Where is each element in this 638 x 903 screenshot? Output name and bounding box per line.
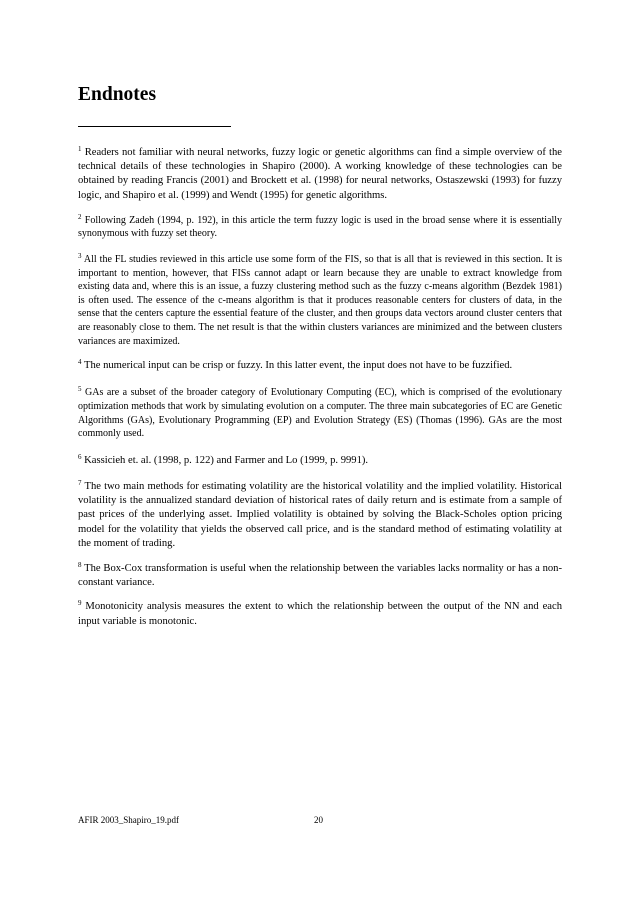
endnote-number: 7 <box>78 478 82 487</box>
endnote-text: Following Zadeh (1994, p. 192), in this article the term fuzzy logic is used in the broad sense where it is essentially synonymous with fuzzy set theory. <box>78 214 562 240</box>
endnote-text: The Box-Cox transformation is useful when the relationship between the variables lacks normality or has a non-constant variance. <box>78 562 562 589</box>
footer-filename: AFIR 2003_Shapiro_19.pdf <box>78 815 179 825</box>
endnote-5 <box>78 386 562 440</box>
endnote-number: 8 <box>78 560 82 569</box>
endnote-9 <box>78 600 562 628</box>
endnote-text: All the FL studies reviewed in this article use some form of the FIS, so that is all that is reviewed in this section. It is important to mention, however, that FISs cannot adapt or learn because they are unable to extract knowledge from existing data and, where this is an issue, a fuzzy clustering method such as the fuzzy c-means algorithm (Bezdek 1981) is often used. The essence of the c-means algorithm is that it produces reasonable centers for clusters of data, in the sense that the centers capture the essential feature of the cluster, and then groups data vectors around cluster centers that are reasonably close to them. The net result is that the within clusters variances are minimized and the between clusters variances are maximized. <box>78 254 562 347</box>
endnote-number: 5 <box>78 385 82 394</box>
endnote-number: 2 <box>78 212 82 221</box>
endnote-3 <box>78 253 562 348</box>
endnote-text: The two main methods for estimating volatility are the historical volatility and the implied volatility. Historical volatility is the annualized standard deviation of historical rates of daily return and is estimate from a sample of past prices of the underlying asset. Implied volatility is obtained by solving the Black-Scholes option pricing model for the volatility that yields the observed call price, and is the standard method of estimating volatility at the moment of trading. <box>78 480 562 549</box>
endnote-text: Readers not familiar with neural networks, fuzzy logic or genetic algorithms can find a simple overview of the technical details of these technologies in Shapiro (2000). A working knowledge of these technologies can be obtained by reading Francis (2001) and Brockett et al. (1998) for neural networks, Ostaszewski (1993) for fuzzy logic, and Shapiro et al. (1999) and Wendt (1995) for genetic algorithms. <box>78 147 562 201</box>
page-number: 20 <box>314 815 323 825</box>
endnote-4 <box>78 359 562 373</box>
endnote-7 <box>78 480 562 551</box>
endnote-1 <box>78 146 562 203</box>
page-heading: Endnotes <box>78 84 157 105</box>
endnote-number: 6 <box>78 452 82 461</box>
endnote-2 <box>78 214 562 241</box>
endnote-text: Monotonicity analysis measures the extent to which the relationship between the output of the NN and each input variable is monotonic. <box>78 601 562 627</box>
endnote-text: The numerical input can be crisp or fuzzy. In this latter event, the input does not have to be fuzzified. <box>83 360 513 372</box>
endnote-number: 3 <box>78 252 82 260</box>
endnote-6 <box>78 454 562 468</box>
footnote-separator <box>78 126 231 127</box>
endnote-number: 4 <box>78 358 82 367</box>
endnote-8 <box>78 562 562 590</box>
endnote-text: GAs are a subset of the broader category of Evolutionary Computing (EC), which is comprised of the evolutionary optimization methods that work by simulating evolution on a computer. The three main subcategories of EC are Genetic Algorithms (GAs), Evolutionary Programming (EP) and Evolution Strategy (ES) (Thomas (1996). GAs are the most commonly used. <box>78 387 563 440</box>
endnotes-list <box>78 146 562 638</box>
endnote-text: Kassicieh et. al. (1998, p. 122) and Farmer and Lo (1999, p. 9991). <box>84 454 369 466</box>
endnote-number: 9 <box>78 599 82 608</box>
endnote-number: 1 <box>78 145 82 153</box>
